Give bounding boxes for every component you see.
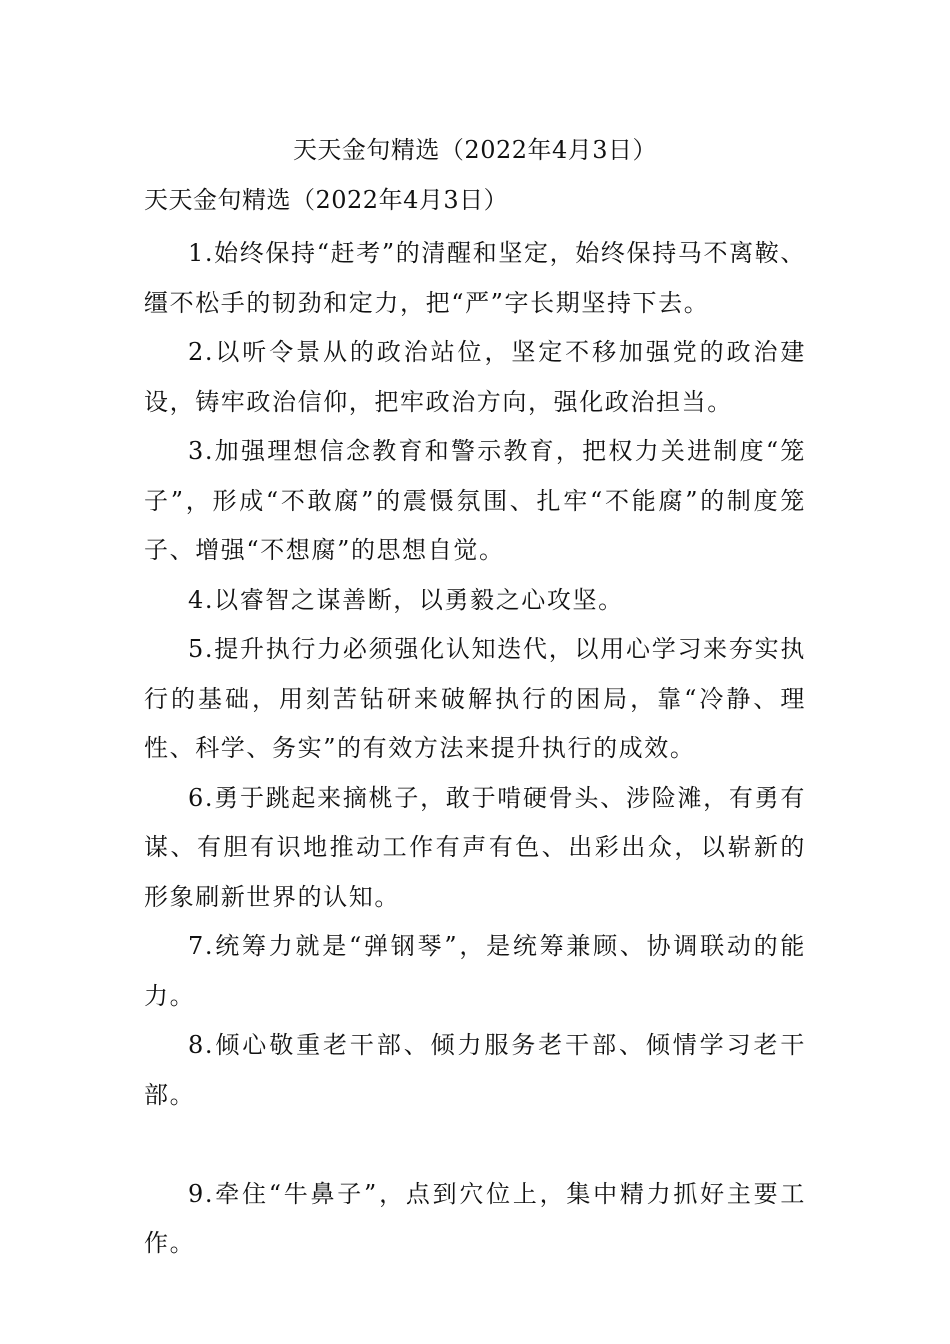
- document-body: [144, 229, 806, 1269]
- document-title: 天天金句精选（2022年4月3日）: [292, 136, 658, 164]
- paragraph-9: 9.牵住“牛鼻子”，点到穴位上，集中精力抓好主要工作。: [144, 1179, 806, 1257]
- paragraph-5: 5.提升执行力必须强化认知迭代，以用心学习来夯实执行的基础，用刻苦钻研来破解执行的困局，靠“冷静、理性、科学、务实”的有效方法来提升执行的成效。: [144, 635, 806, 762]
- paragraph-2: 2.以听令景从的政治站位，坚定不移加强党的政治建设，铸牢政治信仰，把牢政治方向，强化政治担当。: [144, 338, 806, 416]
- paragraph-8: 8.倾心敬重老干部、倾力服务老干部、倾情学习老干部。: [144, 1031, 806, 1109]
- document-subtitle: 天天金句精选（2022年4月3日）: [144, 186, 509, 214]
- paragraph-1: 1.始终保持“赶考”的清醒和坚定，始终保持马不离鞍、缰不松手的韧劲和定力，把“严”字长期坚持下去。: [144, 239, 806, 317]
- paragraph-6: 6.勇于跳起来摘桃子，敢于啃硬骨头、涉险滩，有勇有谋、有胆有识地推动工作有声有色、出彩出众，以崭新的形象刷新世界的认知。: [144, 783, 806, 911]
- paragraph-7: 7.统筹力就是“弹钢琴”，是统筹兼顾、协调联动的能力。: [144, 932, 806, 1010]
- paragraph-4: 4.以睿智之谋善断，以勇毅之心攻坚。: [188, 585, 624, 614]
- paragraph-3: 3.加强理想信念教育和警示教育，把权力关进制度“笼子”，形成“不敢腐”的震慑氛围、扎牢“不能腐”的制度笼子、增强“不想腐”的思想自觉。: [144, 437, 806, 564]
